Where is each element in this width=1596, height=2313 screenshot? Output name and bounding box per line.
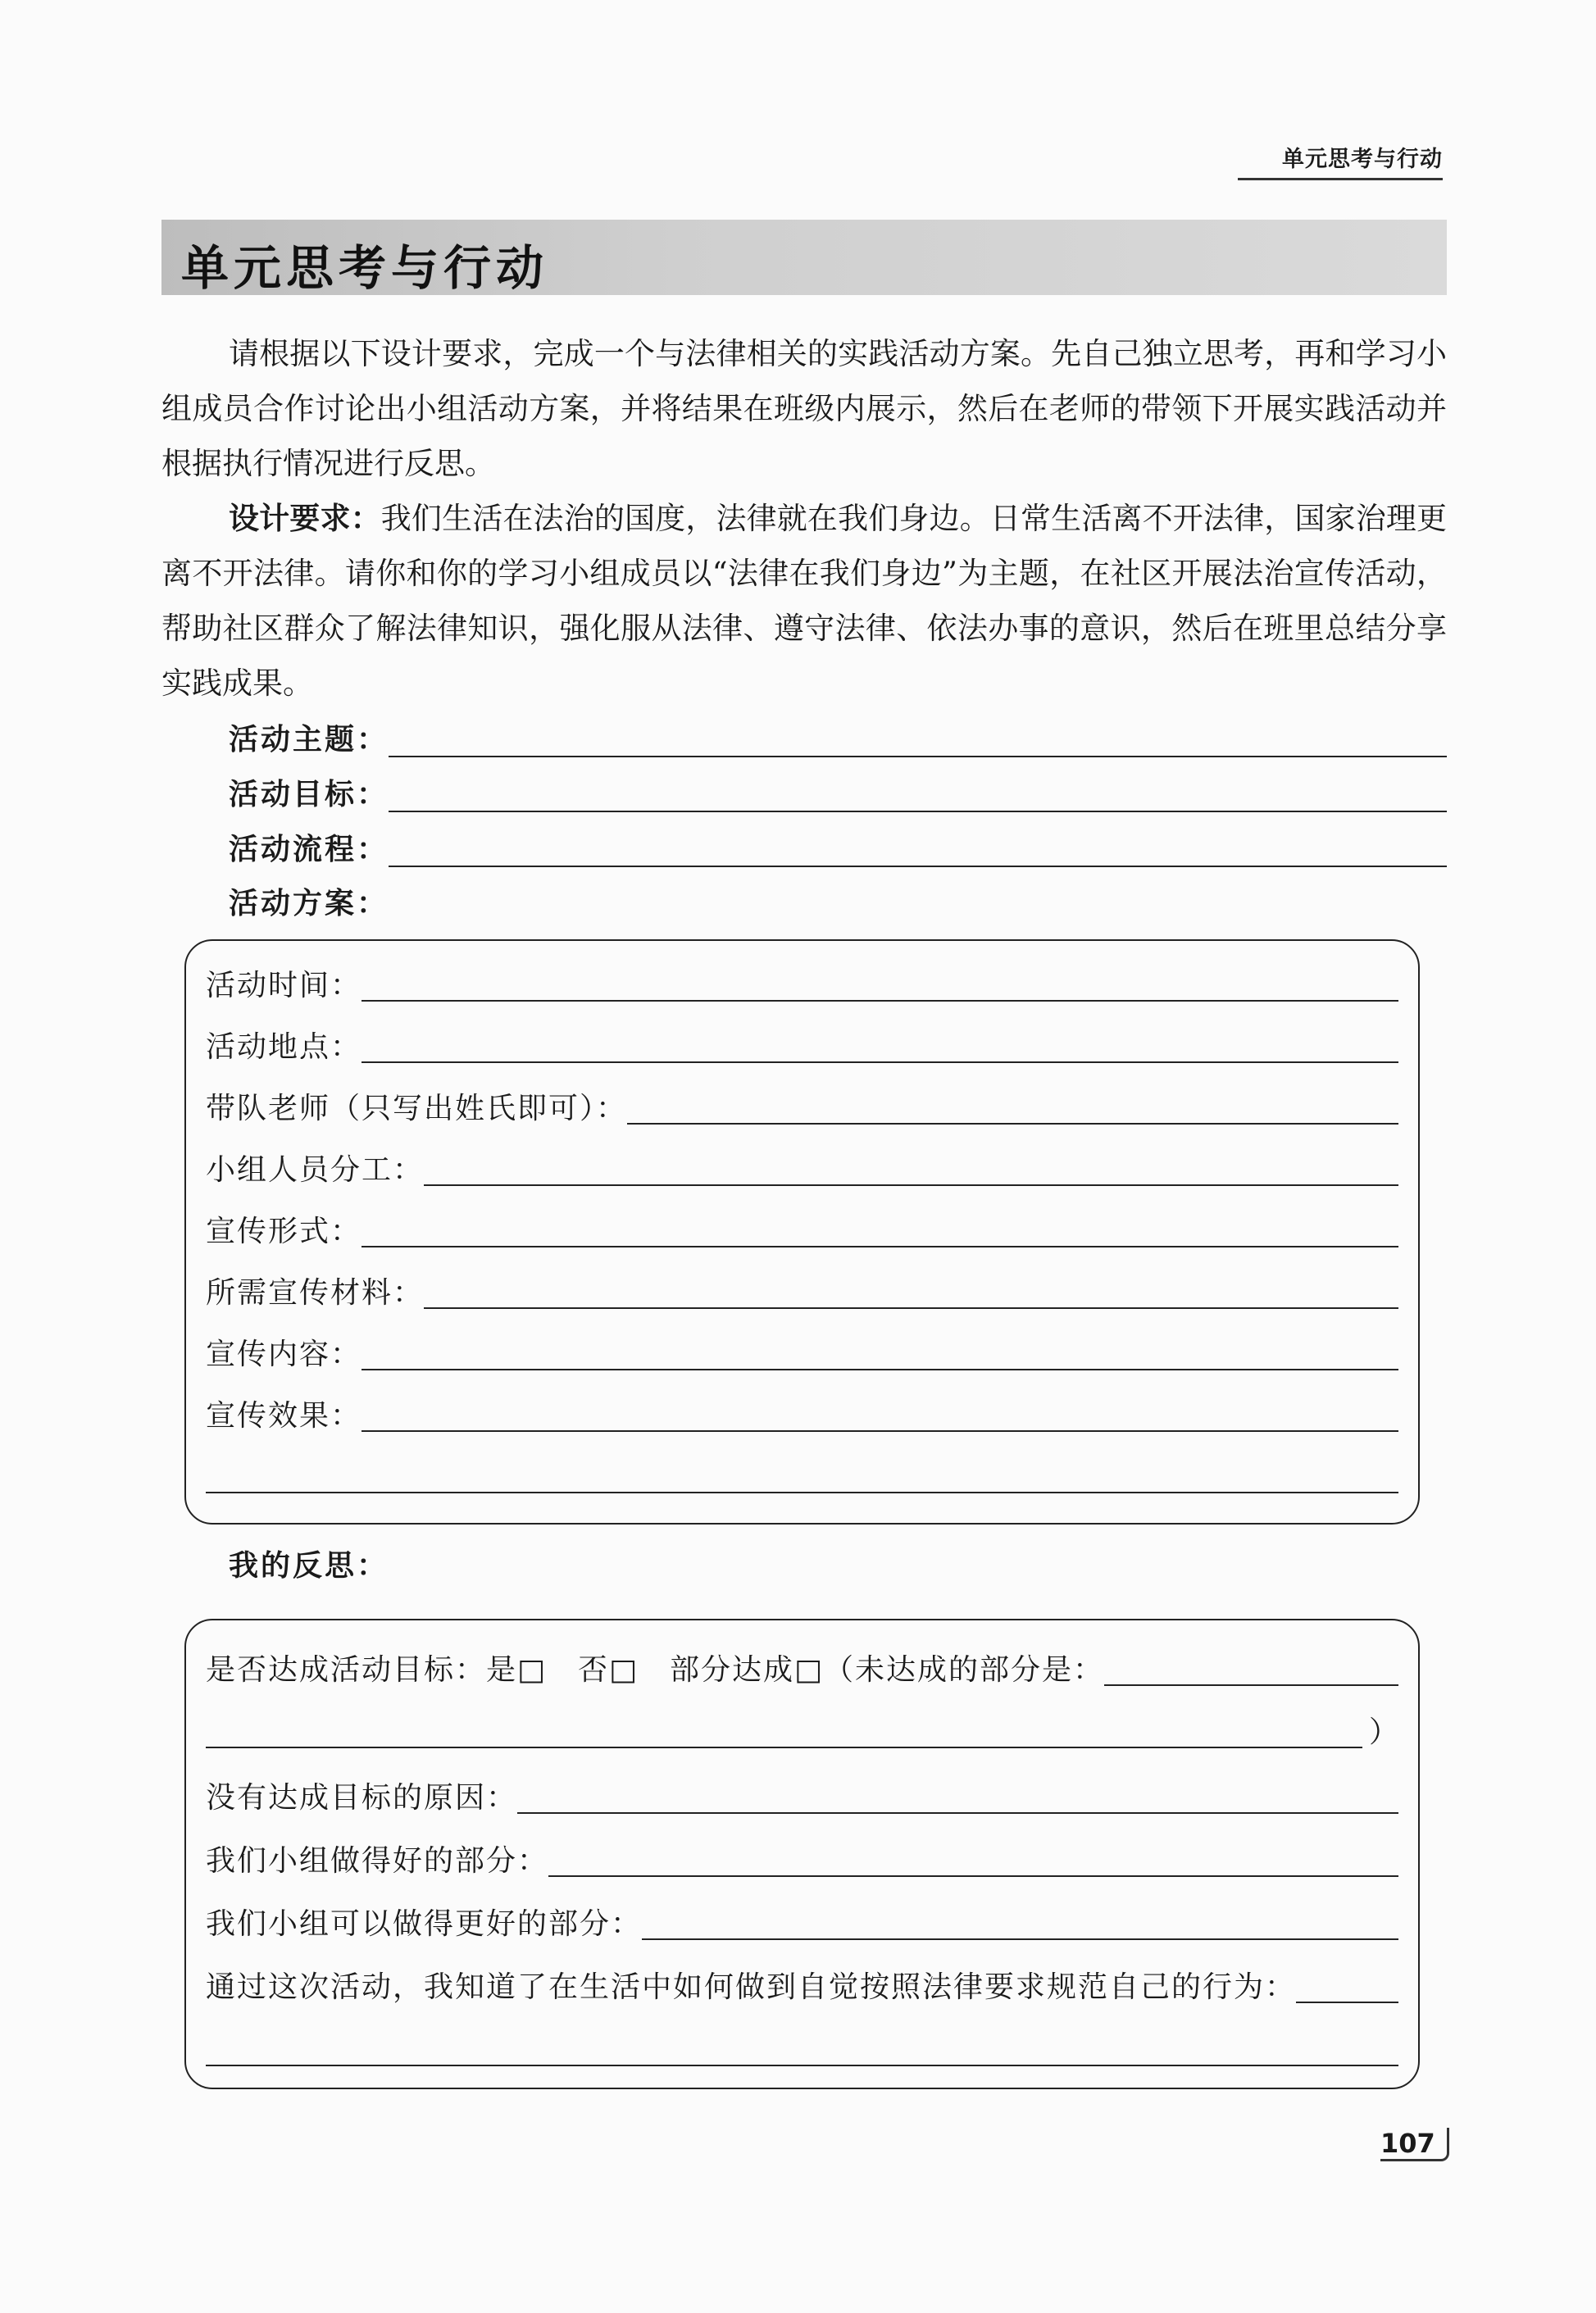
plan-row-label: 宣传形式：: [206, 1215, 362, 1248]
unmet-part-input-line[interactable]: [1104, 1652, 1398, 1686]
reflection-row-input-line[interactable]: [517, 1779, 1398, 1814]
plan-box: [184, 939, 1420, 1525]
activity-process-label: 活动流程：: [229, 833, 389, 866]
plan-row-input-line[interactable]: [361, 1397, 1398, 1432]
plan-row-materials: [206, 1268, 1398, 1314]
plan-extra-input-line[interactable]: [206, 1459, 1398, 1493]
plan-row-time: [206, 961, 1398, 1007]
plan-row-input-line[interactable]: [361, 1029, 1398, 1063]
activity-goal-input-line[interactable]: [389, 778, 1447, 812]
reflection-row-label: 通过这次活动，我知道了在生活中如何做到自觉按照法律要求规范自己的行为：: [206, 1970, 1297, 2004]
plan-row-extra: [206, 1452, 1398, 1498]
plan-row-input-line[interactable]: [424, 1275, 1398, 1309]
reflection-row-input-line[interactable]: [1296, 1969, 1398, 2003]
plan-row-label: 宣传效果：: [206, 1399, 362, 1433]
reflection-goal-continuation: [206, 1707, 1398, 1753]
requirement-label: 设计要求：: [229, 501, 381, 536]
unmet-part-input-line-2[interactable]: [206, 1714, 1362, 1748]
activity-theme-label: 活动主题：: [229, 723, 389, 757]
activity-process-field: [229, 823, 1447, 870]
section-title: 单元思考与行动: [181, 240, 549, 296]
reflection-row-label: 我们小组可以做得更好的部分：: [206, 1907, 643, 1941]
plan-row-effect: [206, 1391, 1398, 1437]
plan-row-input-line[interactable]: [361, 1336, 1398, 1370]
running-header: 单元思考与行动: [1238, 141, 1443, 180]
activity-goal-field: [229, 768, 1447, 816]
plan-row-content: [206, 1329, 1398, 1375]
activity-process-input-line[interactable]: [389, 833, 1447, 867]
requirement-text: 我们生活在法治的国度，法律就在我们身边。日常生活离不开法律，国家治理更离不开法律。请你和你的学习小组成员以“法律在我们身边”为主题，在社区开展法治宣传活动，帮助社区群众了解法律知识，强化服从法律、遵守法律、依法办事的意识，然后在班里总结分享实践成果。: [161, 501, 1448, 701]
plan-row-input-line[interactable]: [361, 1213, 1398, 1247]
activity-theme-field: [229, 713, 1447, 761]
activity-goal-label: 活动目标：: [229, 778, 389, 811]
plan-row-form: [206, 1206, 1398, 1252]
plan-row-division: [206, 1145, 1398, 1191]
plan-row-label: 带队老师（只写出姓氏即可）：: [206, 1092, 628, 1125]
reflection-row-input-line[interactable]: [642, 1906, 1398, 1940]
intro-paragraph: 请根据以下设计要求，完成一个与法律相关的实践活动方案。先自己独立思考，再和学习小组成员合作讨论出小组活动方案，并将结果在班级内展示，然后在老师的带领下开展实践活动并根据执行情况进行反思。: [161, 336, 1447, 481]
reflection-row-extra: [206, 2025, 1398, 2071]
reflection-row-label: 我们小组做得好的部分：: [206, 1844, 549, 1878]
plan-row-label: 所需宣传材料：: [206, 1276, 425, 1310]
section-title-bar: [161, 220, 1447, 295]
plan-row-input-line[interactable]: [424, 1152, 1398, 1186]
plan-row-input-line[interactable]: [627, 1090, 1398, 1125]
reflection-row-good: [206, 1836, 1398, 1882]
close-paren: ）: [1368, 1715, 1398, 1749]
reflection-row-label: 没有达成目标的原因：: [206, 1781, 518, 1815]
plan-heading: 活动方案：: [229, 887, 389, 920]
plan-row-place: [206, 1022, 1398, 1068]
page-number: 107: [1380, 2128, 1449, 2161]
plan-row-input-line[interactable]: [361, 967, 1398, 1002]
reflection-heading: 我的反思：: [229, 1549, 389, 1583]
reflection-row-reason: [206, 1773, 1398, 1819]
plan-row-label: 宣传内容：: [206, 1338, 362, 1371]
reflection-row-better: [206, 1899, 1398, 1945]
reflection-row-learned: [206, 1962, 1398, 2008]
plan-row-label: 活动时间：: [206, 969, 362, 1002]
plan-row-teacher: [206, 1084, 1398, 1129]
activity-theme-input-line[interactable]: [389, 723, 1447, 757]
reflection-goal-row: [206, 1645, 1398, 1691]
requirement-paragraph: [161, 491, 1447, 711]
reflection-box: [184, 1619, 1420, 2089]
reflection-extra-input-line[interactable]: [206, 2032, 1398, 2066]
plan-row-label: 小组人员分工：: [206, 1153, 425, 1187]
reflection-row-input-line[interactable]: [548, 1843, 1398, 1877]
plan-row-label: 活动地点：: [206, 1030, 362, 1064]
reflection-goal-question: 是否达成活动目标：是□ 否□ 部分达成□（未达成的部分是：: [206, 1653, 1105, 1687]
